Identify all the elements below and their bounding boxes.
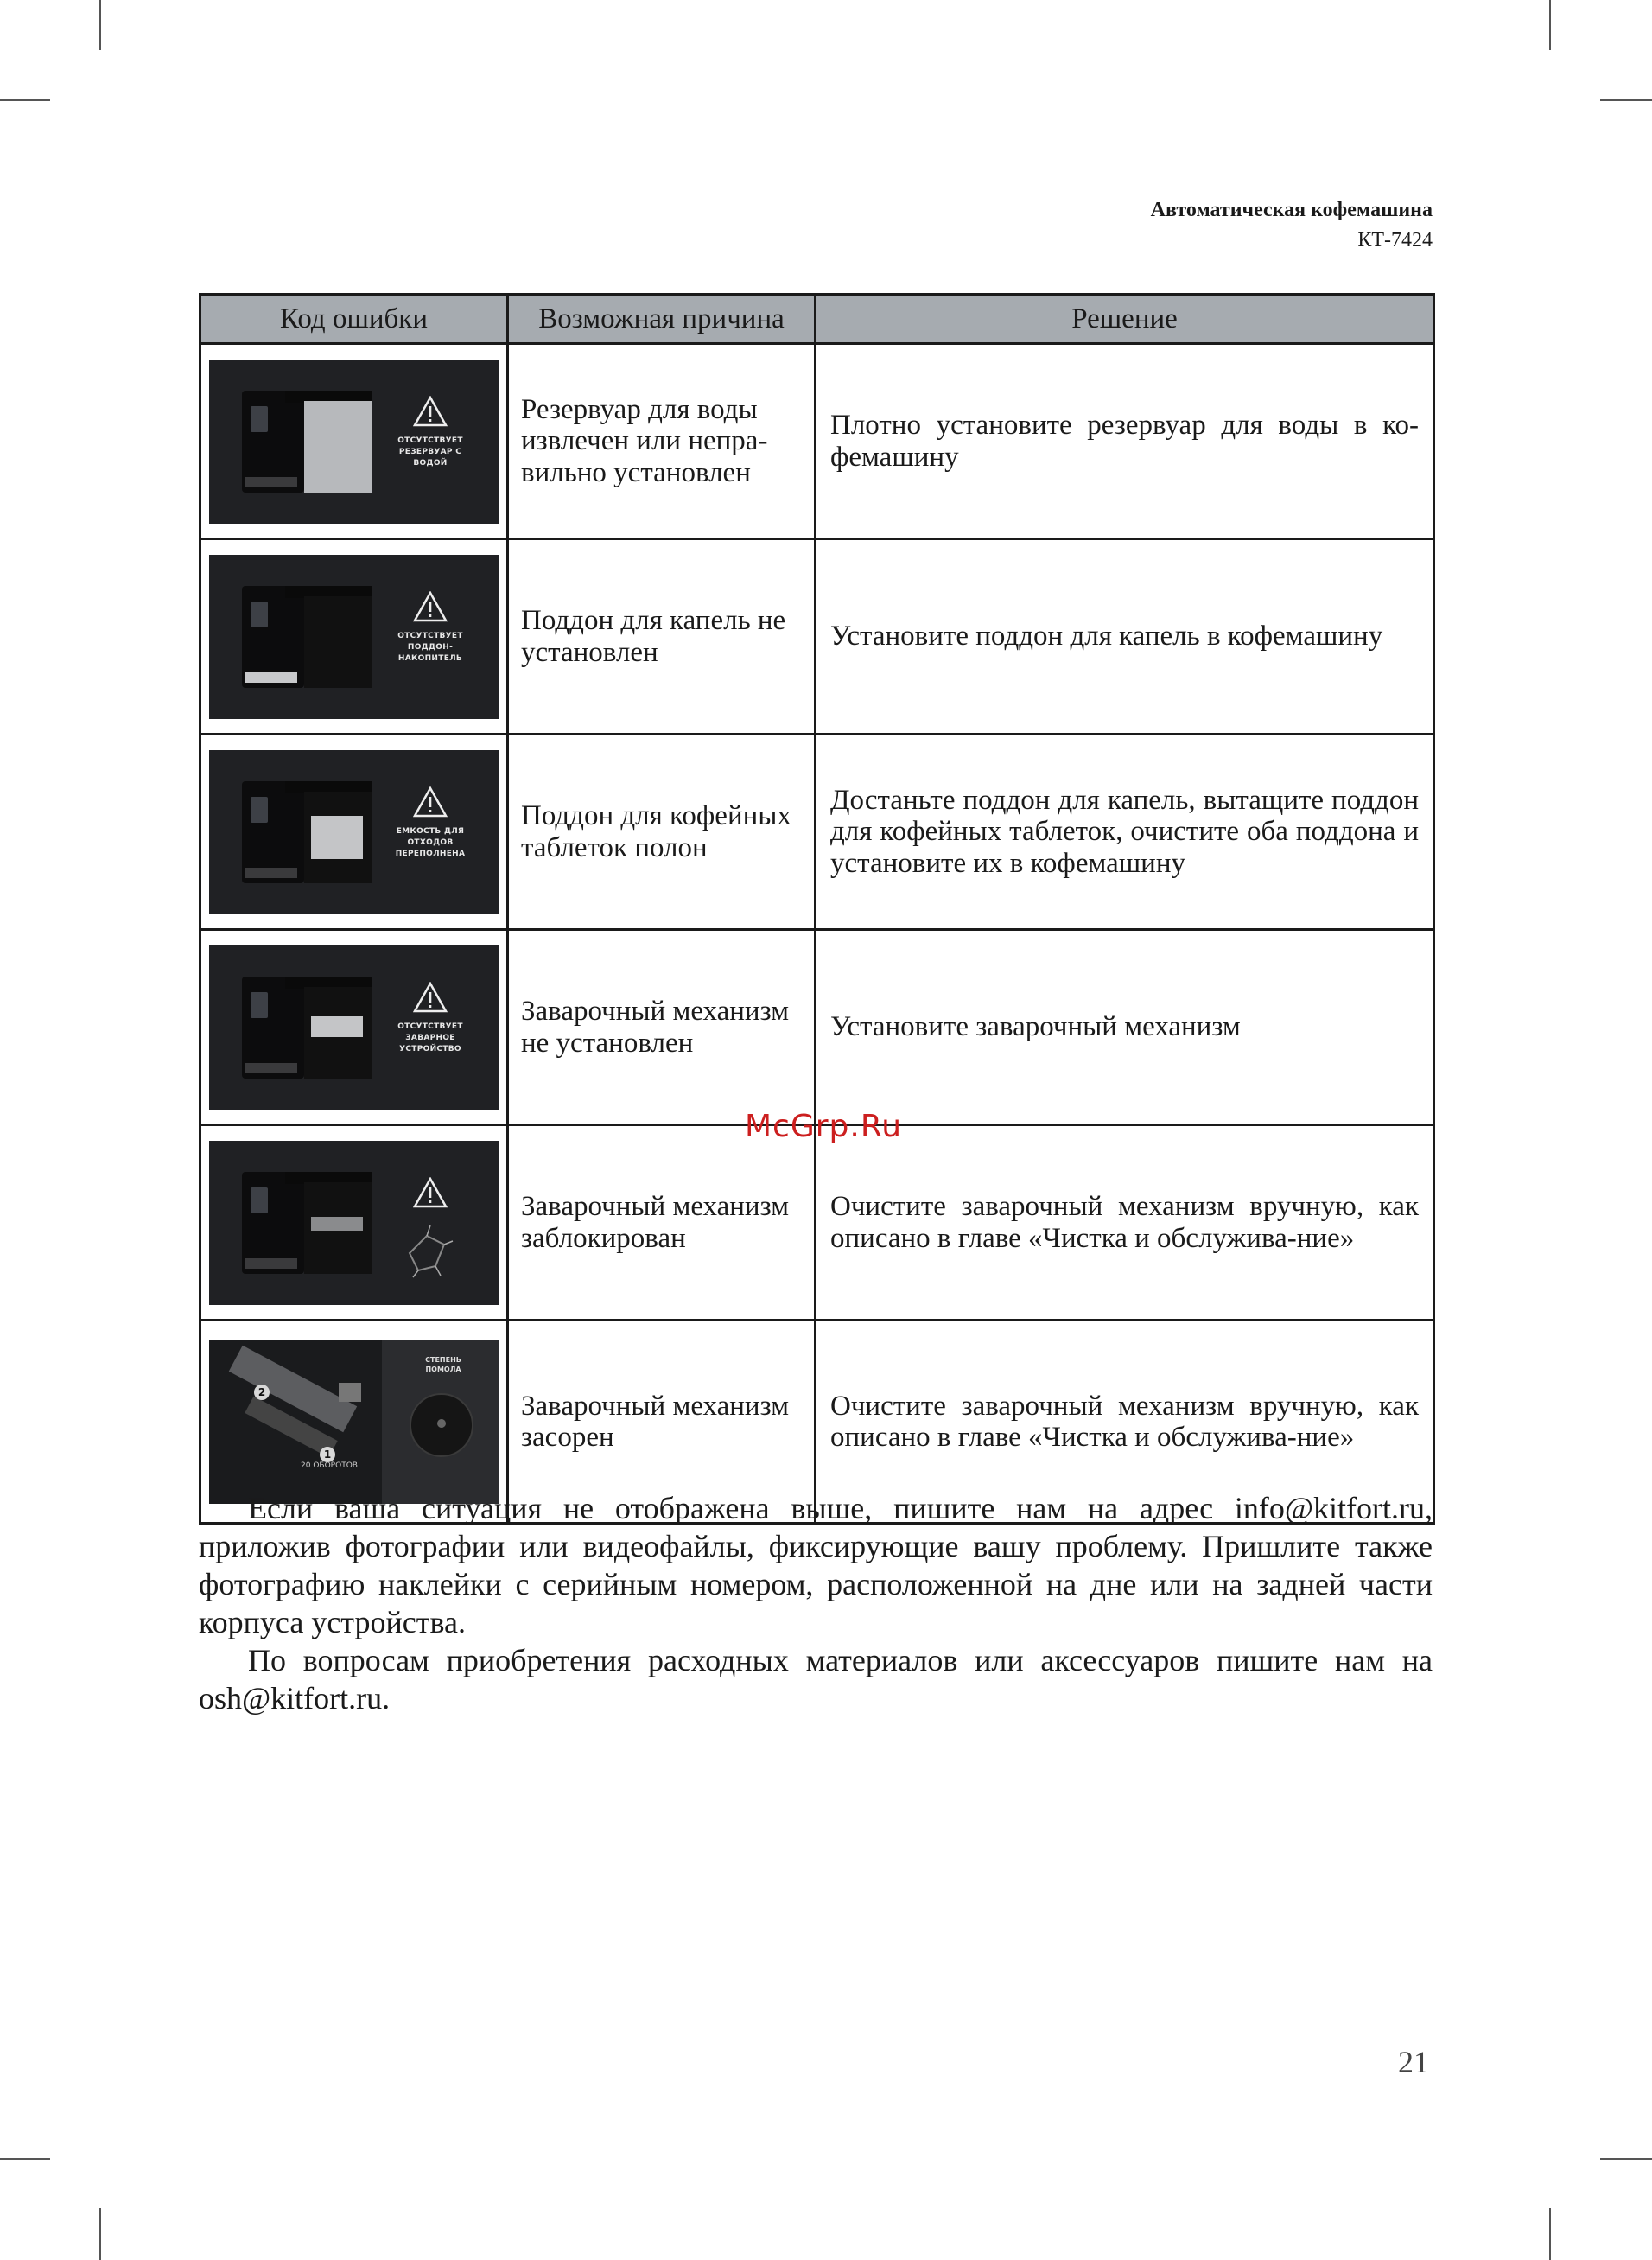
- warning-icon: [413, 786, 448, 818]
- warning-icon: [413, 591, 448, 622]
- warning-icon: [413, 982, 448, 1013]
- error-image-cell: [200, 735, 508, 930]
- crop-mark: [99, 0, 101, 50]
- error-image-cell: [200, 930, 508, 1125]
- error-screen-image: [209, 555, 499, 719]
- coffee-machine-illustration: [242, 586, 372, 690]
- coffee-machine-illustration: [242, 1172, 372, 1276]
- screen-caption: ОТСУТСТВУЕТ ПОДДОН-НАКОПИТЕЛЬ: [397, 631, 463, 663]
- cause-cell: Заварочный механизм засорен: [508, 1321, 816, 1524]
- table-row: [200, 344, 1434, 539]
- accessories-paragraph: По вопросам приобретения расходных материалов или аксессуаров пишите нам на osh@kitfort.ru.: [199, 1643, 1433, 1716]
- screen-caption: ЕМКОСТЬ ДЛЯ ОТХОДОВ ПЕРЕПОЛНЕНА: [395, 826, 466, 858]
- cause-cell: Заварочный механизм не установлен: [508, 930, 816, 1125]
- grind-knob: [410, 1393, 473, 1457]
- error-screen-image: [209, 360, 499, 524]
- crop-mark: [1549, 0, 1551, 50]
- screen-caption: ОТСУТСТВУЕТ ЗАВАРНОЕ УСТРОЙСТВО: [397, 1022, 463, 1054]
- table-row: [200, 735, 1434, 930]
- coffee-machine-illustration: [242, 391, 372, 494]
- crop-mark: [0, 99, 50, 101]
- solution-cell: Плотно установите резервуар для воды в ко-фемашину: [816, 344, 1434, 539]
- solution-cell: Установите заварочный механизм: [816, 930, 1434, 1125]
- cause-cell: Поддон для капель не установлен: [508, 539, 816, 735]
- crop-mark: [1600, 99, 1652, 101]
- error-screen-image: [209, 1141, 499, 1305]
- header-title: Автоматическая кофемашина: [1150, 199, 1433, 221]
- coffee-machine-illustration: [242, 781, 372, 885]
- contact-paragraph: Если ваша ситуация не отображена выше, пишите нам на адрес info@kitfort.ru, приложив фотографии или видеофайлы, фиксирующие вашу проблему. Пришлите также фотографию наклейки с серийным номером, расположенной на дне или на задней части корпуса устройства.: [199, 1491, 1433, 1639]
- screen-caption: ОТСУТСТВУЕТ РЕЗЕРВУАР С ВОДОЙ: [397, 436, 463, 468]
- solution-cell: Достаньте поддон для капель, вытащите поддон для кофейных таблеток, очистите оба поддона и установите их в кофемашину: [816, 735, 1434, 930]
- step-number-1: 1: [320, 1447, 335, 1462]
- crop-mark: [1549, 2208, 1551, 2260]
- solution-cell: Установите поддон для капель в кофемашину: [816, 539, 1434, 735]
- cause-cell: Резервуар для воды извлечен или непра-вильно установлен: [508, 344, 816, 539]
- solution-cell: Очистите заварочный механизм вручную, как описано в главе «Чистка и обслужива-ние»: [816, 1321, 1434, 1524]
- warning-icon: [413, 1177, 448, 1208]
- page-number: 21: [1398, 2045, 1429, 2079]
- column-header: Возможная причина: [508, 295, 816, 344]
- brew-unit-cleaning-image: [209, 1340, 499, 1504]
- table-row: [200, 1125, 1434, 1321]
- crop-mark: [1600, 2158, 1652, 2160]
- crop-mark: [99, 2208, 101, 2260]
- crop-mark: [0, 2158, 50, 2160]
- error-screen-image: [209, 750, 499, 914]
- table-header-row: [200, 295, 1434, 344]
- error-image-cell: [200, 1125, 508, 1321]
- warning-icon: [413, 396, 448, 427]
- error-table: [199, 293, 1435, 1525]
- coffee-machine-illustration: [242, 977, 372, 1080]
- watermark: McGrp.Ru: [745, 1109, 903, 1144]
- cause-cell: Заварочный механизм заблокирован: [508, 1125, 816, 1321]
- column-header: Код ошибки: [200, 295, 508, 344]
- error-image-cell: [200, 344, 508, 539]
- running-header: [1151, 195, 1433, 256]
- table-row: [200, 930, 1434, 1125]
- grind-caption: СТЕПЕНЬ ПОМОЛА: [425, 1356, 461, 1373]
- turns-caption: 20 ОБОРОТОВ: [301, 1461, 358, 1470]
- brew-unit-illustration: [401, 1219, 456, 1279]
- solution-cell: Очистите заварочный механизм вручную, как описано в главе «Чистка и обслужива-ние»: [816, 1125, 1434, 1321]
- step-number-2: 2: [254, 1385, 270, 1400]
- column-header: Решение: [816, 295, 1434, 344]
- error-screen-image: [209, 945, 499, 1110]
- table-row: [200, 539, 1434, 735]
- error-image-cell: [200, 539, 508, 735]
- cause-cell: Поддон для кофейных таблеток полон: [508, 735, 816, 930]
- header-model: КТ-7424: [1357, 228, 1433, 251]
